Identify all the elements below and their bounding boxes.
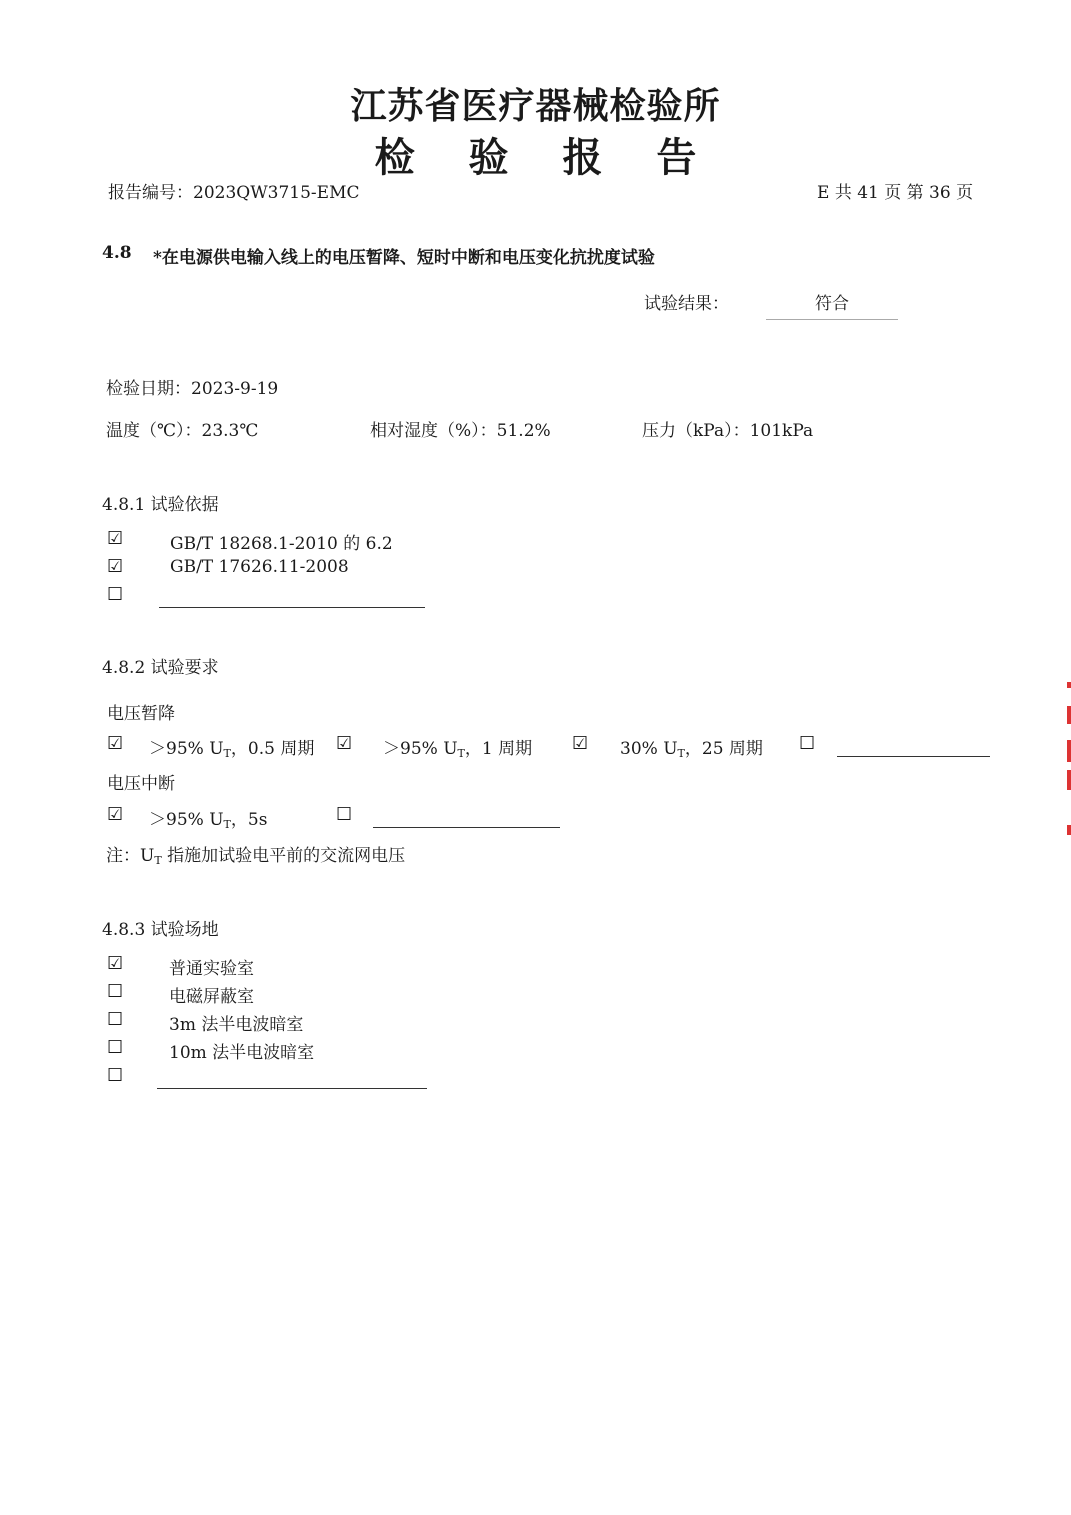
stamp-edge-mark — [1067, 825, 1071, 835]
result-value: 符合 — [815, 294, 849, 314]
site-item-3: 3m 法半电波暗室 — [169, 1015, 304, 1035]
site-heading: 4.8.3 试验场地 — [102, 920, 219, 940]
basis-checkbox-1: ☑ — [107, 528, 124, 549]
dip-item-1: ＞95% $U_T$，0.5 周期 — [149, 739, 315, 760]
dip-checkbox-4: ☐ — [799, 733, 816, 754]
site-checkbox-1: ☑ — [107, 953, 124, 974]
requirements-heading: 4.8.2 试验要求 — [102, 658, 219, 678]
result-label: 试验结果： — [644, 294, 729, 314]
humidity: 相对湿度（%）：51.2% — [370, 421, 551, 441]
site-item-2: 电磁屏蔽室 — [169, 987, 254, 1007]
stamp-edge-mark — [1067, 706, 1071, 724]
site-checkbox-3: ☐ — [107, 1009, 124, 1030]
result-underline — [766, 319, 898, 320]
section-number: 4.8 — [102, 243, 132, 263]
site-checkbox-4: ☐ — [107, 1037, 124, 1058]
report-number: 报告编号：2023QW3715-EMC — [108, 183, 360, 203]
dip-blank-line — [837, 756, 990, 757]
dip-checkbox-3: ☑ — [572, 733, 589, 754]
section-title: *在电源供电输入线上的电压暂降、短时中断和电压变化抗扰度试验 — [153, 248, 655, 268]
basis-blank-line — [159, 607, 425, 608]
basis-checkbox-2: ☑ — [107, 556, 124, 577]
basis-item-1: GB/T 18268.1-2010 的 6.2 — [170, 534, 393, 554]
ut-note: 注：$U_T$ 指施加试验电平前的交流网电压 — [106, 846, 406, 867]
pressure: 压力（kPa）：101kPa — [642, 421, 814, 441]
test-date: 检验日期：2023-9-19 — [106, 379, 279, 399]
basis-item-2: GB/T 17626.11-2008 — [170, 557, 349, 577]
temperature: 温度（℃）：23.3℃ — [106, 421, 259, 441]
interrupt-checkbox-1: ☑ — [107, 804, 124, 825]
site-item-1: 普通实验室 — [169, 959, 254, 979]
stamp-edge-mark — [1067, 770, 1071, 790]
stamp-edge-mark — [1067, 740, 1071, 762]
voltage-dip-label: 电压暂降 — [107, 704, 175, 724]
basis-heading: 4.8.1 试验依据 — [102, 495, 219, 515]
site-checkbox-2: ☐ — [107, 981, 124, 1002]
site-item-4: 10m 法半电波暗室 — [169, 1043, 315, 1063]
dip-checkbox-1: ☑ — [107, 733, 124, 754]
dip-item-3: 30% $U_T$，25 周期 — [620, 739, 763, 760]
basis-checkbox-3: ☐ — [107, 584, 124, 605]
interrupt-checkbox-2: ☐ — [336, 804, 353, 825]
stamp-edge-mark — [1067, 682, 1071, 688]
site-checkbox-5: ☐ — [107, 1065, 124, 1086]
dip-checkbox-2: ☑ — [336, 733, 353, 754]
page-info: E 共 41 页 第 36 页 — [817, 183, 974, 203]
dip-item-2: ＞95% $U_T$，1 周期 — [383, 739, 533, 760]
interrupt-item-1: ＞95% $U_T$，5s — [149, 810, 268, 831]
institution-title: 江苏省医疗器械检验所 — [350, 85, 721, 127]
report-title: 检 验 报 告 — [374, 134, 717, 181]
interrupt-blank-line — [373, 827, 560, 828]
site-blank-line — [157, 1088, 427, 1089]
voltage-interrupt-label: 电压中断 — [107, 774, 175, 794]
